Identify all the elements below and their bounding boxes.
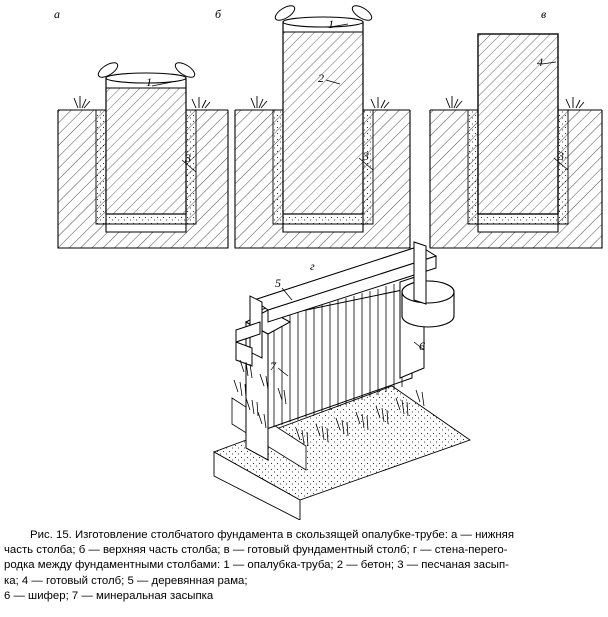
svg-text:4: 4 (537, 55, 543, 69)
svg-text:3: 3 (558, 149, 564, 163)
caption-line: родка между фундаментными столбами: 1 — опалубка-труба; 2 — бетон; 3 — песчаная засып- (4, 559, 509, 572)
caption-line: ка; 4 — готовый столб; 5 — деревянная рама; (4, 574, 248, 587)
panel-a-lower-post (54, 7, 228, 248)
panel-b-upper-post (215, 3, 410, 248)
svg-text:1: 1 (328, 17, 334, 31)
figure-caption (0, 528, 608, 604)
svg-text:1: 1 (146, 75, 152, 89)
svg-text:б: б (215, 7, 222, 21)
caption-line: Рис. 15. Изготовление столбчатого фундамента в скользящей опалубке-трубе: а — нижняя (30, 529, 515, 541)
svg-text:7: 7 (270, 359, 276, 373)
caption-line: 6 — шифер; 7 — минеральная засыпка (4, 589, 214, 602)
panel-v-finished-post (430, 7, 602, 248)
svg-text:3: 3 (363, 149, 369, 163)
svg-text:2: 2 (318, 71, 324, 85)
svg-text:г: г (310, 259, 315, 273)
svg-text:3: 3 (185, 151, 191, 165)
caption-line: часть столба; б — верхняя часть столба; в — готовый фундаментный столб; г — стена-перего- (4, 544, 508, 557)
panel-g-partition-wall (214, 242, 470, 520)
svg-text:6: 6 (419, 339, 425, 353)
svg-text:а: а (54, 7, 60, 21)
svg-text:в: в (541, 7, 547, 21)
svg-text:5: 5 (275, 276, 281, 290)
